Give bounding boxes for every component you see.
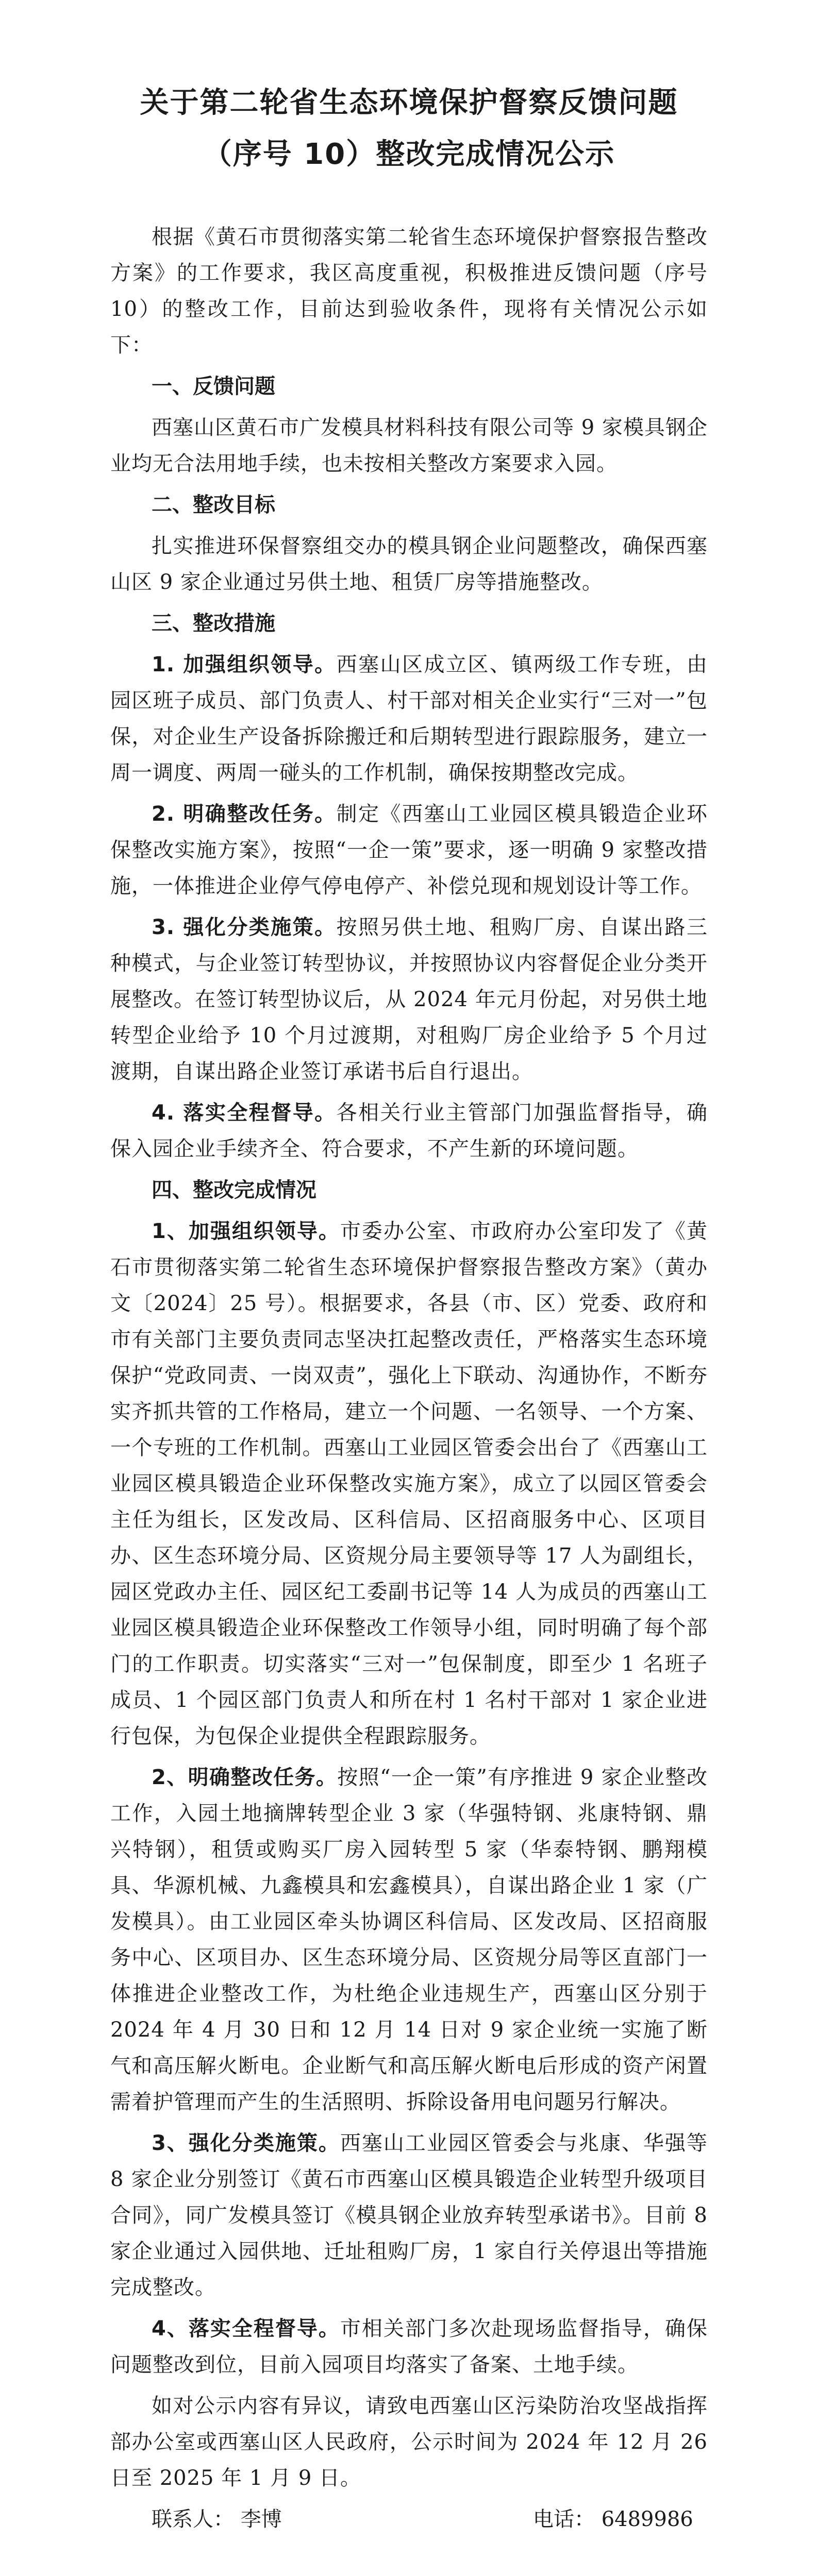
title-line-1: 关于第二轮省生态环境保护督察反馈问题 — [140, 86, 678, 120]
section-heading-completion: 四、整改完成情况 — [152, 1178, 316, 1202]
contact-phone: 电话： 6489986 — [533, 2507, 693, 2531]
intro-paragraph: 根据《黄石市贯彻落实第二轮省生态环境保护督察报告整改方案》的工作要求，我区高度重视，积极推进反馈问题（序号 10）的整改工作，目前达到验收条件，现将有关情况公示如下： — [110, 225, 708, 357]
contact-line — [110, 2501, 708, 2537]
completion-item-text: 市相关部门多次赴现场监督指导，确保问题整改到位，目前入园项目均落实了备案、土地手续。 — [110, 2317, 708, 2377]
completion-item-lead: 3、强化分类施策。 — [152, 2131, 340, 2155]
measure-item-lead: 4. 落实全程督导。 — [152, 1101, 337, 1125]
completion-item-text: 西塞山工业园区管委会与兆康、华强等 8 家企业分别签订《黄石市西塞山区模具锻造企业转型升级项目合同》，同广发模具签订《模具钢企业放弃转型承诺书》。目前 8 家企业通过入园供地、迁址租购厂房，1 家自行关停退出等措施完成整改。 — [110, 2131, 708, 2299]
title-line-2: （序号 10）整改完成情况公示 — [203, 138, 615, 171]
completion-item — [110, 1759, 708, 2120]
contact-person: 联系人： 李博 — [152, 2507, 282, 2531]
section-heading-measures: 三、整改措施 — [152, 612, 275, 635]
completion-item-lead: 4、落实全程督导。 — [152, 2317, 340, 2341]
completion-item-lead: 2、明确整改任务。 — [152, 1766, 338, 1789]
measure-item-lead: 2. 明确整改任务。 — [152, 802, 337, 826]
completion-item-text: 按照“一企一策”有序推进 9 家企业整改工作，入园土地摘牌转型企业 3 家（华强特钢、兆康特钢、鼎兴特钢），租赁或购买厂房入园转型 5 家（华泰特钢、鹏翔模具、华源机械、九鑫模具和宏鑫模具），自谋出路企业 1 家（广发模具）。由工业园区牵头协调区科信局、区发改局、区招商服务中心、区项目办、区生态环境分局、区资规分局等区直部门一体推进企业整改工作，为杜绝企业违规生产，西塞山区分别于 2024 年 4 月 30 日和 12 月 14 日对 9 家企业统一实施了断气和高压解火断电。企业断气和高压解火断电后形成的资产闲置需着护管理而产生的生活照明、拆除设备用电问题另行解决。 — [110, 1766, 708, 2114]
measure-item-lead: 1. 加强组织领导。 — [152, 653, 337, 676]
completion-item — [110, 2125, 708, 2306]
measure-item-text: 西塞山区成立区、镇两级工作专班，由园区班子成员、部门负责人、村干部对相关企业实行“三对一”包保，对企业生产设备拆除搬迁和后期转型进行跟踪服务，建立一周一调度、两周一碰头的工作机制，确保按期整改完成。 — [110, 653, 708, 785]
measure-item-lead: 3. 强化分类施策。 — [152, 916, 337, 939]
measure-item — [110, 1095, 708, 1167]
completion-item-lead: 1、加强组织领导。 — [152, 1219, 340, 1243]
completion-item-text: 市委办公室、市政府办公室印发了《黄石市贯彻落实第二轮省生态环境保护督察报告整改方案》（黄办文〔2024〕25 号）。根据要求，各县（市、区）党委、政府和市有关部门主要负责同志坚决扛起整改责任，严格落实生态环境保护“党政同责、一岗双责”，强化上下联动、沟通协作，不断夯实齐抓共管的工作格局，建立一个问题、一名领导、一个方案、一个专班的工作机制。西塞山工业园区管委会出台了《西塞山工业园区模具锻造企业环保整改实施方案》，成立了以园区管委会主任为组长，区发改局、区科信局、区招商服务中心、区项目办、区生态环境分局、区资规分局主要领导等 17 人为副组长，园区党政办主任、园区纪工委副书记等 14 人为成员的西塞山工业园区模具锻造企业环保整改工作领导小组，同时明确了每个部门的工作职责。切实落实“三对一”包保制度，即至少 1 名班子成员、1 个园区部门负责人和所在村 1 名村干部对 1 家企业进行包保，为包保企业提供全程跟踪服务。 — [110, 1219, 708, 1748]
feedback-paragraph: 西塞山区黄石市广发模具材料科技有限公司等 9 家模具钢企业均无合法用地手续，也未按相关整改方案要求入园。 — [110, 416, 708, 476]
measure-item — [110, 796, 708, 904]
measure-item-text: 各相关行业主管部门加强监督指导，确保入园企业手续齐全、符合要求，不产生新的环境问题。 — [110, 1101, 708, 1161]
section-heading-goal: 二、整改目标 — [152, 493, 275, 517]
page-title — [110, 77, 708, 180]
measure-item — [110, 909, 708, 1090]
section-heading-feedback: 一、反馈问题 — [152, 375, 275, 398]
objection-paragraph: 如对公示内容有异议，请致电西塞山区污染防治攻坚战指挥部办公室或西塞山区人民政府，公示时间为 2024 年 12 月 26 日至 2025 年 1 月 9 日。 — [110, 2394, 708, 2490]
goal-paragraph: 扎实推进环保督察组交办的模具钢企业问题整改，确保西塞山区 9 家企业通过另供土地、租赁厂房等措施整改。 — [110, 534, 708, 594]
completion-item — [110, 2311, 708, 2383]
completion-item — [110, 1213, 708, 1754]
measure-item-text: 制定《西塞山工业园区模具锻造企业环保整改实施方案》，按照“一企一策”要求，逐一明确 9 家整改措施，一体推进企业停气停电停产、补偿兑现和规划设计等工作。 — [110, 802, 708, 898]
measure-item — [110, 647, 708, 791]
measure-item-text: 按照另供土地、租购厂房、自谋出路三种模式，与企业签订转型协议，并按照协议内容督促企业分类开展整改。在签订转型协议后，从 2024 年元月份起，对另供土地转型企业给予 10 个月过渡期，对租购厂房企业给予 5 个月过渡期，自谋出路企业签订承诺书后自行退出。 — [110, 916, 708, 1083]
